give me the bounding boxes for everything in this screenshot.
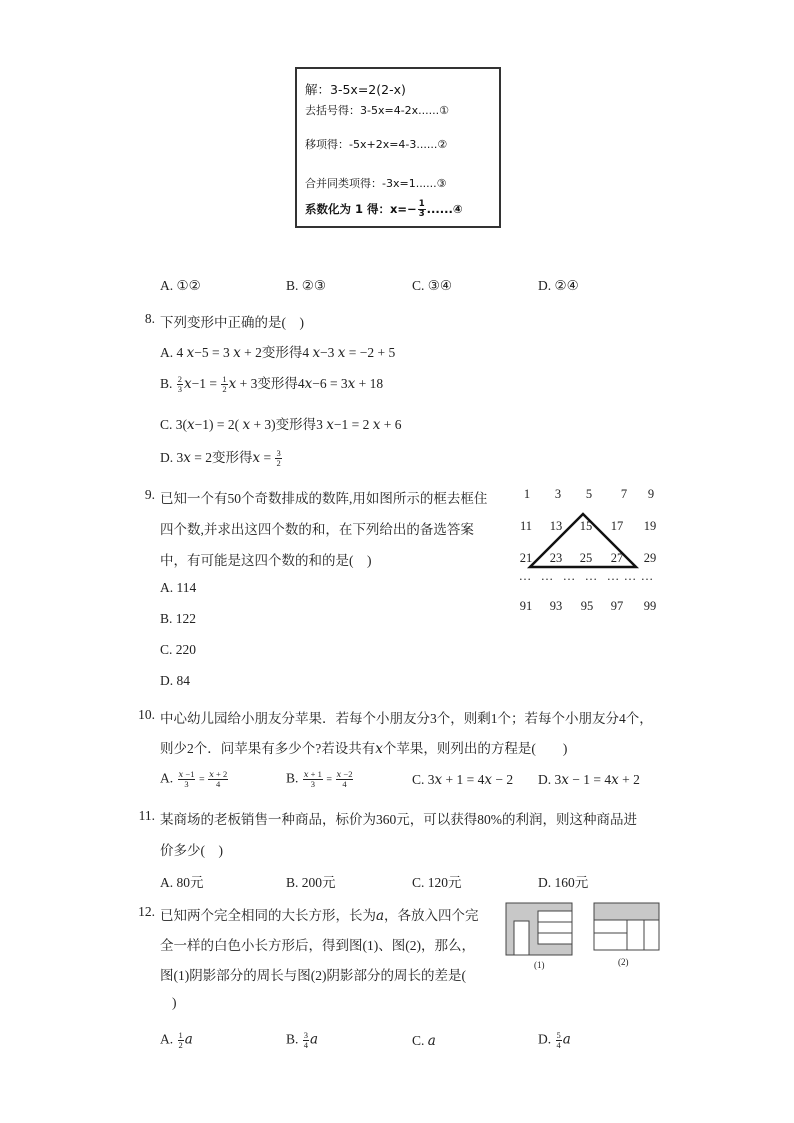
q10-b-equals: = [323, 774, 335, 786]
q12-b-fraction [303, 1031, 309, 1050]
q11-number: 11. [138, 808, 155, 823]
q7-option-b[interactable]: B. ②③ [286, 278, 326, 293]
solution-line-3: 移项得：-5x+2x=4-3......② [305, 138, 448, 151]
solution-line-5-prefix: 系数化为 1 得：x=− [305, 202, 417, 216]
grid-cell: 7 [620, 487, 628, 501]
q9-line-2: 四个数,并求出这四个数的和，在下列给出的备选答案 [160, 522, 474, 537]
grid-cell: 3 [554, 487, 562, 501]
fraction-denominator: 4 [303, 1040, 309, 1050]
q11-option-d[interactable]: D. 160元 [538, 875, 589, 890]
q12-option-c[interactable]: C. 𝑎 [412, 1033, 436, 1048]
q10-b-fraction-1 [303, 770, 323, 789]
grid-cell: 29 [643, 551, 657, 565]
grid-cell: 19 [643, 519, 657, 533]
q12-line-3: 图(1)阴影部分的周长与图(2)阴影部分的周长的差是( [160, 968, 466, 983]
fraction-numerator: 2 [177, 374, 183, 385]
q12-d-variable: 𝑎 [562, 1031, 571, 1047]
fraction-denominator: 3 [418, 209, 425, 219]
grid-ellipsis: … [518, 569, 532, 583]
grid-cell: 93 [549, 599, 563, 613]
solution-line-5-suffix: ......④ [426, 202, 463, 216]
q9-line-3: 中，有可能是这四个数的和的是( ) [160, 553, 372, 568]
q12-a-fraction [178, 1031, 184, 1050]
q8-option-b-mid: 𝑥−1 = [184, 376, 221, 391]
q12-b-variable: 𝑎 [310, 1031, 319, 1047]
fraction-denominator: 4 [342, 779, 347, 789]
grid-cell: 9 [647, 487, 655, 501]
figure-1 [506, 903, 572, 955]
grid-ellipsis: … [562, 569, 576, 583]
fraction-numerator: 1 [178, 1030, 183, 1040]
fraction-denominator: 4 [216, 779, 221, 789]
q12-line-4: ) [172, 995, 177, 1010]
grid-cell: 11 [519, 519, 533, 533]
fraction-denominator: 3 [310, 779, 315, 789]
q11-line-1: 某商场的老板销售一种商品，标价为360元，可以获得80%的利润，则这种商品进 [160, 812, 637, 827]
solution-line-1: 解：3-5x=2(2-x) [305, 82, 406, 97]
grid-cell: 97 [610, 599, 624, 613]
solution-line-2: 去括号得：3-5x=4-2x......① [305, 104, 450, 117]
q8-option-a[interactable]: A. 4 𝑥−5 = 3 𝑥 + 2变形得4 𝑥−3 𝑥 = −2 + 5 [160, 345, 396, 360]
fraction-numerator: 𝑥 + 1 [303, 769, 322, 779]
q10-a-fraction-2 [208, 770, 228, 789]
q8-option-c[interactable]: C. 3(𝑥−1) = 2( 𝑥 + 3)变形得3 𝑥−1 = 2 𝑥 + 6 [160, 417, 402, 432]
fraction-denominator: 2 [222, 384, 227, 395]
fraction-denominator: 2 [276, 458, 281, 469]
q11-option-a[interactable]: A. 80元 [160, 875, 204, 890]
q7-option-a[interactable]: A. ①② [160, 278, 201, 293]
q10-option-a-prefix: A. [160, 770, 177, 786]
q8-stem: 下列变形中正确的是( ) [160, 315, 304, 330]
fraction-numerator: 3 [276, 448, 281, 459]
q12-option-a[interactable] [160, 1031, 193, 1050]
q10-a-equals: = [196, 774, 208, 786]
q9-option-b[interactable]: B. 122 [160, 611, 197, 626]
solution-line-4: 合并同类项得：-3x=1......③ [305, 177, 447, 190]
q12-number: 12. [138, 904, 155, 919]
q10-number: 10. [138, 707, 155, 722]
grid-cell: 27 [610, 551, 624, 565]
grid-cell: 25 [579, 551, 593, 565]
fraction-numerator: 𝑥 −1 [178, 769, 195, 779]
grid-cell: 5 [585, 487, 593, 501]
q11-option-c[interactable]: C. 120元 [412, 875, 462, 890]
grid-cell: 17 [610, 519, 624, 533]
grid-cell: 1 [523, 487, 531, 501]
q9-option-d[interactable]: D. 84 [160, 673, 190, 688]
q12-line-1: 已知两个完全相同的大长方形，长为𝑎，各放入四个完 [160, 908, 479, 923]
grid-cell: 95 [580, 599, 594, 613]
q12-line-2: 全一样的白色小长方形后，得到图(1)、图(2)，那么， [160, 938, 475, 953]
q10-option-c[interactable]: C. 3𝑥 + 1 = 4𝑥 − 2 [412, 772, 514, 787]
q10-a-fraction-1 [178, 770, 196, 789]
grid-ellipsis: … [584, 569, 598, 583]
q10-option-a[interactable] [160, 770, 229, 789]
q11-option-b[interactable]: B. 200元 [286, 875, 336, 890]
grid-ellipsis: … [623, 569, 637, 583]
fraction-denominator: 4 [556, 1040, 561, 1050]
figure-2 [594, 903, 659, 950]
triangle-frame [530, 514, 636, 567]
q9-number: 9. [144, 487, 155, 502]
q8-number: 8. [144, 311, 155, 326]
fraction-numerator: 𝑥 −2 [336, 769, 353, 779]
q11-line-2: 价多少( ) [160, 843, 223, 858]
q12-option-a-prefix: A. [160, 1031, 177, 1047]
fraction-denominator: 3 [184, 779, 189, 789]
q10-option-d[interactable]: D. 3𝑥 − 1 = 4𝑥 + 2 [538, 772, 640, 787]
grid-cell: 99 [643, 599, 657, 613]
q9-option-c[interactable]: C. 220 [160, 642, 197, 657]
fraction-numerator: 3 [303, 1030, 309, 1040]
grid-ellipsis: … [640, 569, 654, 583]
q10-line-2: 则少2个．问苹果有多少个?若设共有𝑥个苹果，则列出的方程是( ) [160, 741, 568, 756]
q12-d-fraction [556, 1031, 562, 1050]
grid-cell: 91 [519, 599, 533, 613]
q8-option-b-prefix: B. [160, 376, 176, 391]
q7-option-c[interactable]: C. ③④ [412, 278, 452, 293]
q12-option-d[interactable] [538, 1031, 571, 1050]
q10-option-b[interactable] [286, 770, 354, 789]
fraction-denominator: 2 [178, 1040, 183, 1050]
grid-cell: 15 [579, 519, 593, 533]
grid-cell: 13 [549, 519, 563, 533]
q9-option-a[interactable]: A. 114 [160, 580, 197, 595]
q10-option-b-prefix: B. [286, 770, 302, 786]
grid-cell: 23 [549, 551, 563, 565]
figure-2-caption: (2) [618, 957, 629, 967]
q12-a-variable: 𝑎 [184, 1031, 193, 1047]
fraction-numerator: 1 [418, 199, 425, 209]
fraction-numerator: 𝑥 + 2 [209, 769, 228, 779]
q12-figures [505, 902, 665, 974]
q8-option-d-prefix: D. 3𝑥 = 2变形得𝑥 = [160, 450, 275, 465]
q8-option-b-suffix: 𝑥 + 3变形得4𝑥−6 = 3𝑥 + 18 [228, 376, 384, 391]
q9-line-1: 已知一个有50个奇数排成的数阵,用如图所示的框去框住 [160, 491, 488, 506]
figure-1-caption: (1) [534, 960, 545, 970]
grid-ellipsis: … [540, 569, 554, 583]
q12-option-b-prefix: B. [286, 1031, 302, 1047]
q10-b-fraction-2 [336, 770, 354, 789]
q7-option-d[interactable]: D. ②④ [538, 278, 579, 293]
q12-option-d-prefix: D. [538, 1031, 555, 1047]
fraction-numerator: 5 [556, 1030, 561, 1040]
fraction-denominator: 3 [177, 384, 183, 395]
q12-option-b[interactable] [286, 1031, 318, 1050]
fraction-numerator: 1 [222, 374, 227, 385]
grid-cell: 21 [519, 551, 533, 565]
q10-line-1: 中心幼儿园给小朋友分苹果．若每个小朋友分3个，则剩1个；若每个小朋友分4个， [160, 711, 653, 726]
grid-ellipsis: … [606, 569, 620, 583]
